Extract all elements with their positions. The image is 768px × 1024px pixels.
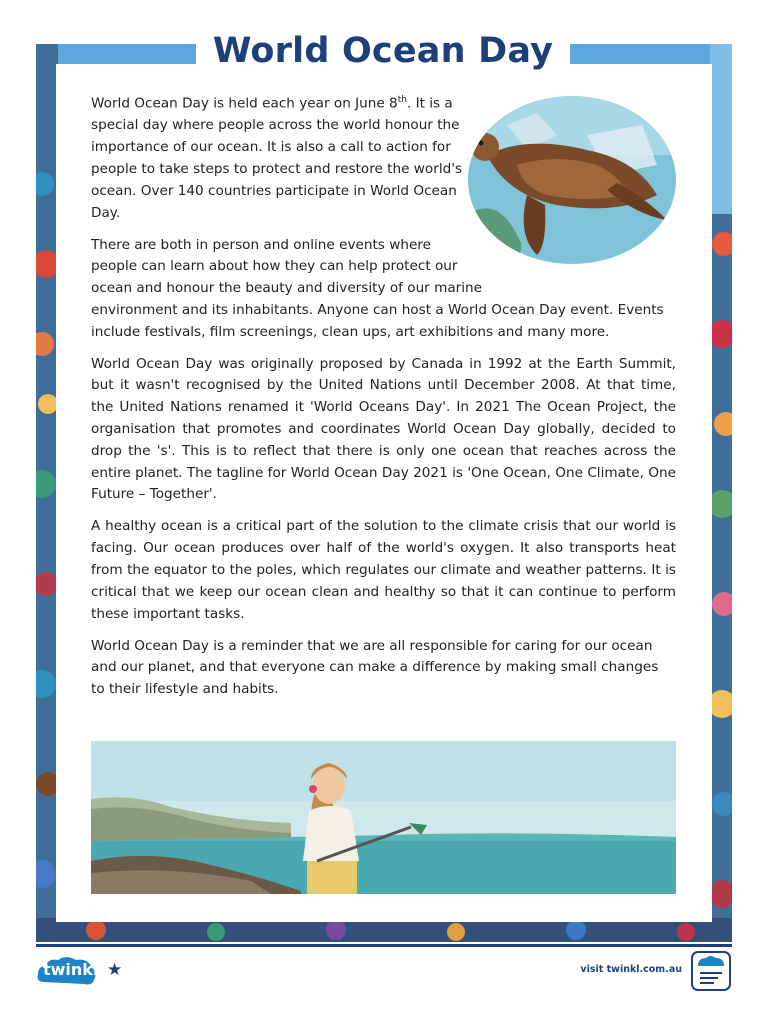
footer-divider [36,944,732,947]
paragraph-1-end: . It is a special day where people across the world honour the importance of our ocean. It is also a call to action for people to take steps to protect and restore the world's ocean. Over 140 countries participate in World Ocean Day. [91,95,463,221]
reef-right-border [710,44,732,942]
reef-left-border [36,44,58,942]
girl-with-litter-picker-illustration [91,741,676,894]
paragraph-4: A healthy ocean is a critical part of the solution to the climate crisis that our world is facing. Our ocean produces over half of the world's oxygen. It also transports heat from the equator to the poles, which regulates our climate and weather patterns. It is critical that we keep our ocean clean and healthy so that it can continue to perform these important tasks. [91,518,676,622]
star-icon: ★ [107,960,123,980]
paragraph-5: World Ocean Day is a reminder that we are all responsible for caring for our ocean and our planet, and that everyone can make a difference by making small changes to their lifestyle and habits. [91,637,659,698]
paragraph-1-start: World Ocean Day is held each year on June 8 [91,95,398,112]
twinkl-logo-text: twinkl [43,960,99,979]
superscript-th: th [397,95,407,105]
visit-link[interactable]: visit twinkl.com.au [580,964,682,975]
title-banner [196,26,570,76]
paragraph-2: There are both in person and online events where people can learn about how they can help protect our ocean and honour the beauty and diversity of our marine environment and its inhabitants. Anyone can host a World Ocean Day event. Events include festivals, film screenings, clean ups, art exhibitions and many more. [91,236,664,340]
turtle-float-spacer [460,90,676,290]
article-body [91,90,676,711]
paragraph-3: World Ocean Day was originally proposed by Canada in 1992 at the Earth Summit, but it wasn't recognised by the United Nations until December 2008. At that time, the United Nations renamed it 'World Oceans Day'. In 2021 The Ocean Project, the organisation that promotes and coordinates World Ocean Day globally, decided to drop the 's'. This is to reflect that there is only one ocean that reaches across the entire planet. The tagline for World Ocean Day 2021 is 'One Ocean, One Climate, One Future – Together'. [91,355,676,503]
page-title: World Ocean Day [212,31,554,71]
quality-standard-badge [690,950,732,992]
